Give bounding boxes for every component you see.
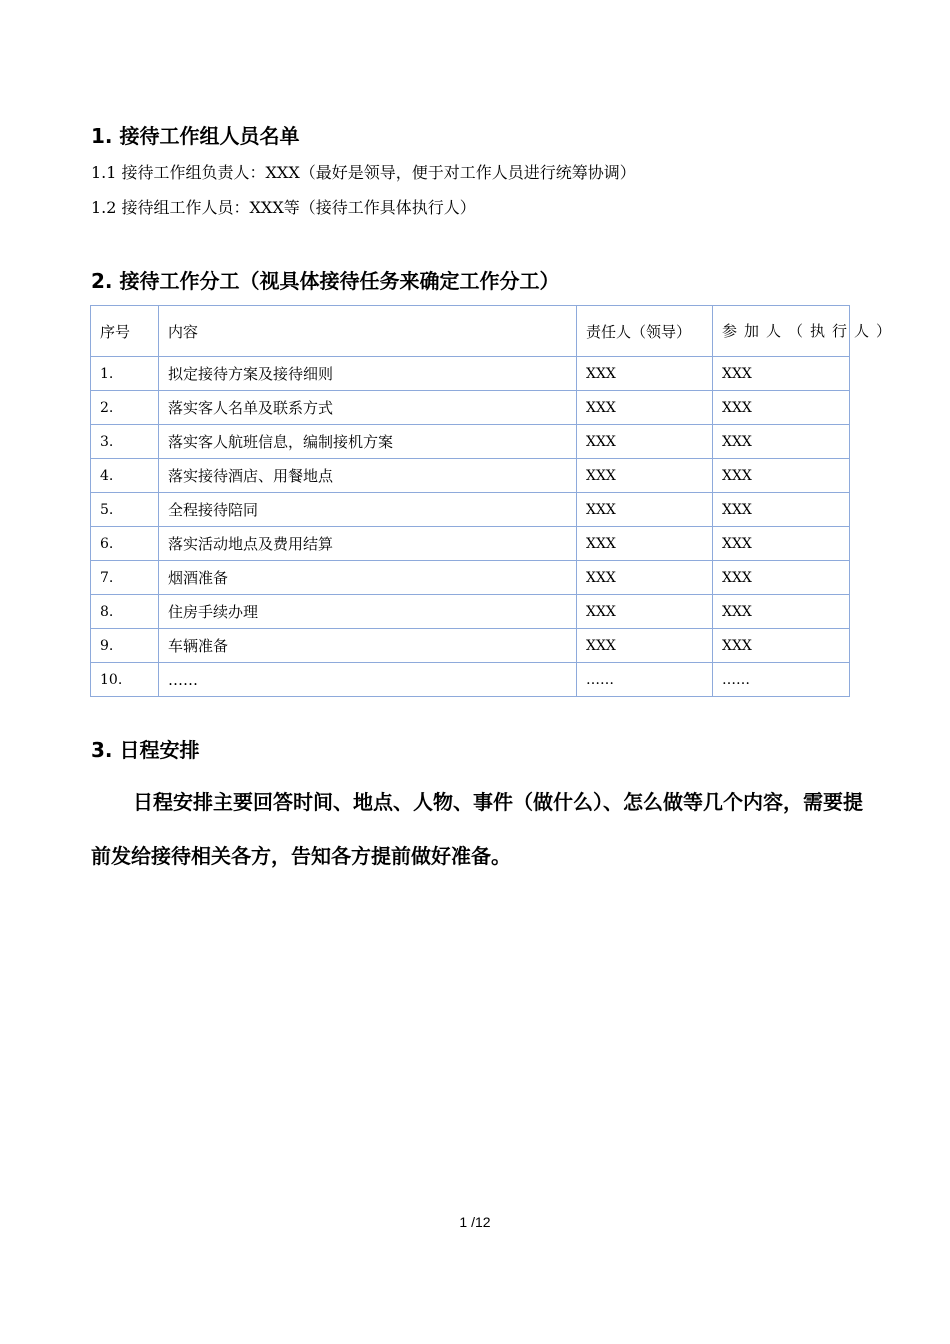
table-row (91, 561, 850, 595)
section-1-heading: 1. 接待工作组人员名单 (91, 124, 300, 148)
row-owner: XXX (577, 527, 713, 561)
row-participant: XXX (713, 629, 850, 663)
row-number: 9. (91, 629, 159, 663)
row-number: 5. (91, 493, 159, 527)
table-row (91, 391, 850, 425)
row-content: 落实接待酒店、用餐地点 (159, 459, 577, 493)
row-number: 2. (91, 391, 159, 425)
row-participant: XXX (713, 425, 850, 459)
row-owner: XXX (577, 561, 713, 595)
row-content: …… (159, 663, 577, 697)
row-owner: XXX (577, 493, 713, 527)
table-row (91, 459, 850, 493)
table-row (91, 663, 850, 697)
row-owner: XXX (577, 595, 713, 629)
row-number: 8. (91, 595, 159, 629)
row-content: 拟定接待方案及接待细则 (159, 357, 577, 391)
row-number: 4. (91, 459, 159, 493)
section-3-paragraph-text: 日程安排主要回答时间、地点、人物、事件（做什么）、怎么做等几个内容，需要提前发给接待相关各方，告知各方提前做好准备。 (91, 790, 863, 868)
section-2-heading: 2. 接待工作分工（视具体接待任务来确定工作分工） (91, 269, 560, 293)
row-number: 3. (91, 425, 159, 459)
row-content: 落实客人航班信息，编制接机方案 (159, 425, 577, 459)
table-row (91, 595, 850, 629)
section-1-line-1: 1.1 接待工作组负责人：XXX（最好是领导，便于对工作人员进行统筹协调） (91, 163, 636, 182)
header-owner: 责任人（领导） (577, 306, 713, 357)
section-3-paragraph (91, 775, 866, 883)
table-row (91, 357, 850, 391)
row-participant: XXX (713, 357, 850, 391)
header-number: 序号 (91, 306, 159, 357)
header-content: 内容 (159, 306, 577, 357)
row-participant: XXX (713, 459, 850, 493)
table-row (91, 425, 850, 459)
row-content: 车辆准备 (159, 629, 577, 663)
row-content: 烟酒准备 (159, 561, 577, 595)
row-content: 住房手续办理 (159, 595, 577, 629)
table-header-row (91, 306, 850, 357)
row-owner: …… (577, 663, 713, 697)
section-3-heading: 3. 日程安排 (91, 738, 200, 762)
section-1-line-2: 1.2 接待组工作人员：XXX等（接待工作具体执行人） (91, 198, 476, 217)
row-number: 6. (91, 527, 159, 561)
row-owner: XXX (577, 629, 713, 663)
task-assignment-table (90, 305, 899, 697)
row-participant: XXX (713, 561, 850, 595)
row-participant: XXX (713, 391, 850, 425)
row-content: 落实活动地点及费用结算 (159, 527, 577, 561)
row-participant: XXX (713, 595, 850, 629)
row-owner: XXX (577, 391, 713, 425)
row-content: 落实客人名单及联系方式 (159, 391, 577, 425)
row-number: 1. (91, 357, 159, 391)
page-number: 1 /12 (459, 1214, 491, 1230)
row-participant: XXX (713, 527, 850, 561)
row-number: 7. (91, 561, 159, 595)
header-participant: 参加人（执行人） (713, 306, 850, 357)
table-row (91, 629, 850, 663)
row-number: 10. (91, 663, 159, 697)
row-participant: XXX (713, 493, 850, 527)
table-row (91, 527, 850, 561)
row-content: 全程接待陪同 (159, 493, 577, 527)
row-owner: XXX (577, 459, 713, 493)
row-owner: XXX (577, 357, 713, 391)
table-row (91, 493, 850, 527)
row-owner: XXX (577, 425, 713, 459)
row-participant: …… (713, 663, 850, 697)
